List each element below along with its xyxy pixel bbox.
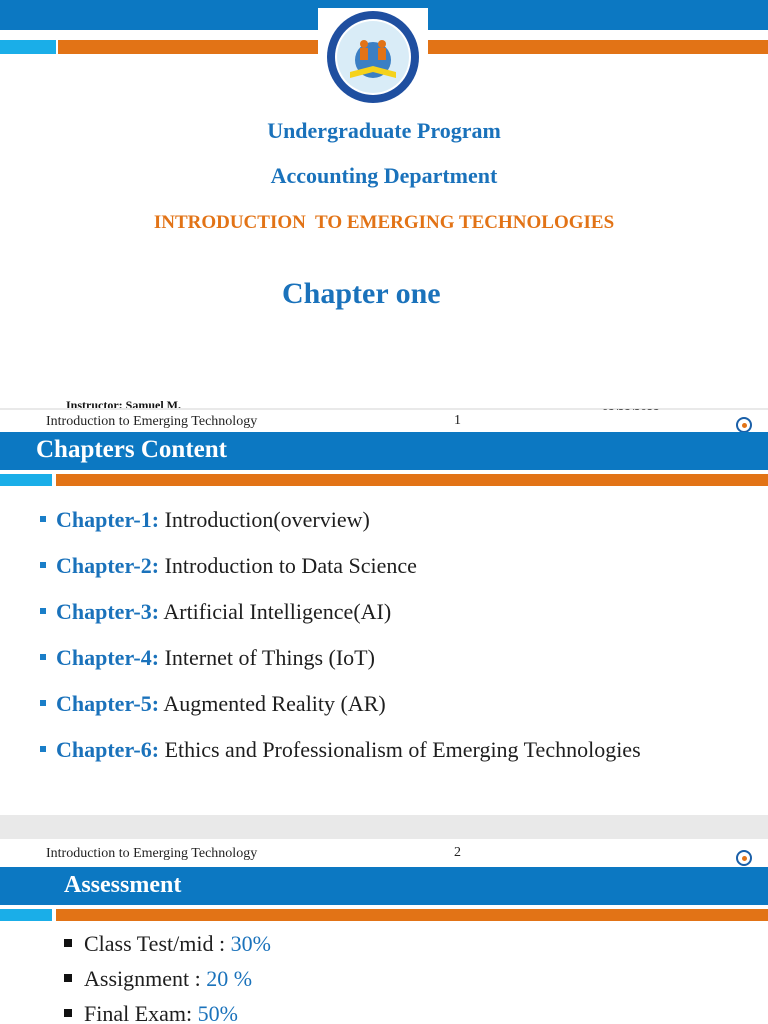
assessment-slide (0, 839, 768, 1024)
title-slide (0, 0, 768, 408)
header-cyan-accent (0, 40, 56, 54)
bullet-square-icon (40, 700, 46, 706)
bullet-square-icon (64, 1009, 72, 1017)
bullet-square-icon (40, 746, 46, 752)
bullet-square-icon (40, 654, 46, 660)
page-number: 1 (454, 413, 461, 428)
chapter-item: Chapter-2: Introduction to Data Science (40, 553, 417, 579)
title-cyan-accent (0, 474, 52, 486)
program-title: Undergraduate Program (267, 118, 501, 143)
title-orange-bar (56, 474, 768, 486)
footer-course-name: Introduction to Emerging Technology (46, 414, 258, 429)
chapter-title: Chapter one (282, 277, 441, 310)
course-title: INTRODUCTION TO EMERGING TECHNOLOGIES (153, 212, 615, 233)
bullet-square-icon (64, 939, 72, 947)
assessment-item: Class Test/mid : 30% (64, 931, 271, 957)
slide-title: Chapters Content (36, 436, 227, 463)
chapter-item: Chapter-4: Internet of Things (IoT) (40, 645, 375, 671)
chapter-item: Chapter-6: Ethics and Professionalism of Emerging Technologies (40, 737, 641, 763)
chapter-item: Chapter-3: Artificial Intelligence(AI) (40, 599, 391, 625)
slide-title-bar (0, 432, 768, 470)
college-logo-icon (736, 850, 752, 866)
slide-title: Assessment (64, 872, 182, 898)
chapters-content-slide (0, 410, 768, 815)
bullet-square-icon (40, 516, 46, 522)
bullet-square-icon (40, 562, 46, 568)
assessment-item: Assignment : 20 % (64, 966, 252, 992)
assessment-item: Final Exam: 50% (64, 1001, 238, 1024)
department-title: Accounting Department (270, 163, 498, 188)
chapter-item: Chapter-5: Augmented Reality (AR) (40, 691, 386, 717)
instructor-label: Instructor: Samuel M. (66, 398, 181, 408)
title-orange-bar (56, 909, 768, 921)
bullet-square-icon (64, 974, 72, 982)
footer-course-name: Introduction to Emerging Technology (46, 846, 258, 861)
chapter-item: Chapter-1: Introduction(overview) (40, 507, 370, 533)
bullet-square-icon (40, 608, 46, 614)
slide-title-bar (0, 867, 768, 905)
college-logo-icon (736, 417, 752, 433)
college-logo (318, 8, 428, 104)
page-number: 2 (454, 845, 461, 860)
title-cyan-accent (0, 909, 52, 921)
